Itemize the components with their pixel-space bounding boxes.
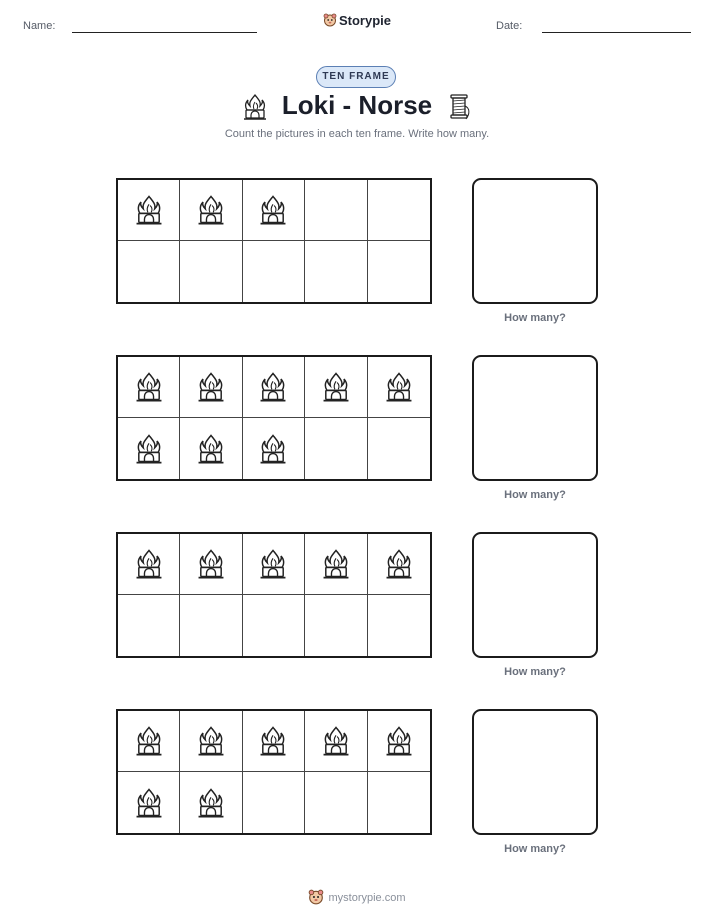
fire-altar-icon [195,547,227,581]
ten-frame-cell [368,418,430,479]
fire-altar-icon [133,786,165,820]
fire-altar-icon [133,193,165,227]
ten-frame-cell [368,357,430,418]
fire-altar-icon [133,370,165,404]
ten-frame-cell [180,595,242,656]
ten-frame-cell [118,357,180,418]
how-many-label-3: How many? [504,666,566,678]
ten-frame-cell [305,418,367,479]
how-many-label-2: How many? [504,489,566,501]
ten-frame-cell [305,711,367,772]
ten-frame-cell [368,180,430,241]
ten-frame-cell [305,180,367,241]
brand-name: Storypie [338,13,391,28]
ten-frame-cell [305,534,367,595]
ten-frame-cell [243,595,305,656]
answer-box-1[interactable] [472,178,598,304]
footer [0,889,714,905]
instructions: Count the pictures in each ten frame. Write how many. [224,128,490,140]
how-many-label-1: How many? [504,312,566,324]
ten-frame-cell [180,772,242,833]
storypie-footer-logo-icon [308,889,324,905]
ten-frame-cell [243,418,305,479]
ten-frame-cell [368,534,430,595]
ten-frame-cell [118,418,180,479]
fire-altar-icon [383,370,415,404]
fire-altar-icon [257,432,289,466]
brand-logo [0,13,714,28]
fire-altar-icon [195,193,227,227]
ten-frame-cell [180,418,242,479]
how-many-label-4: How many? [504,843,566,855]
answer-box-2[interactable] [472,355,598,481]
ten-frame-4 [116,709,432,835]
fire-altar-icon [195,432,227,466]
ten-frame-cell [118,711,180,772]
ten-frame-cell [305,772,367,833]
ten-frame-cell [180,180,242,241]
ten-frame-cell [180,534,242,595]
ten-frame-cell [243,711,305,772]
storypie-logo-icon [323,13,337,27]
fire-altar-icon [133,547,165,581]
ten-frame-3 [116,532,432,658]
fire-altar-icon [320,370,352,404]
name-line[interactable] [72,32,257,33]
ten-frame-1 [116,178,432,304]
ten-frame-cell [180,241,242,302]
ten-frame-cell [180,711,242,772]
page-title: Loki - Norse [281,90,433,120]
fire-altar-icon [133,432,165,466]
fire-altar-icon [383,724,415,758]
fire-altar-icon [195,724,227,758]
ten-frame-cell [118,595,180,656]
ten-frame-cell [180,357,242,418]
ten-frame-cell [118,772,180,833]
answer-box-3[interactable] [472,532,598,658]
date-line[interactable] [542,32,691,33]
ten-frame-cell [118,534,180,595]
ten-frame-cell [368,711,430,772]
ten-frame-cell [305,595,367,656]
thread-spool-icon [445,92,473,122]
ten-frame-2 [116,355,432,481]
fire-altar-icon [133,724,165,758]
fire-altar-icon [257,724,289,758]
footer-url: mystorypie.com [328,892,406,904]
ten-frame-cell [243,180,305,241]
ten-frame-cell [368,241,430,302]
ten-frame-badge: TEN FRAME [316,66,396,88]
ten-frame-cell [243,357,305,418]
ten-frame-cell [243,241,305,302]
fire-altar-icon [257,193,289,227]
answer-box-4[interactable] [472,709,598,835]
ten-frame-cell [243,534,305,595]
fire-altar-icon [195,786,227,820]
fire-altar-icon [257,370,289,404]
name-label: Name: [23,20,56,32]
fire-altar-icon [383,547,415,581]
ten-frame-cell [305,241,367,302]
fire-altar-icon [195,370,227,404]
ten-frame-cell [368,595,430,656]
ten-frame-cell [243,772,305,833]
ten-frame-cell [305,357,367,418]
ten-frame-cell [118,180,180,241]
fire-altar-icon [320,724,352,758]
fire-altar-icon [320,547,352,581]
date-label: Date: [496,20,523,32]
fire-altar-icon [257,547,289,581]
ten-frame-cell [118,241,180,302]
ten-frame-cell [368,772,430,833]
